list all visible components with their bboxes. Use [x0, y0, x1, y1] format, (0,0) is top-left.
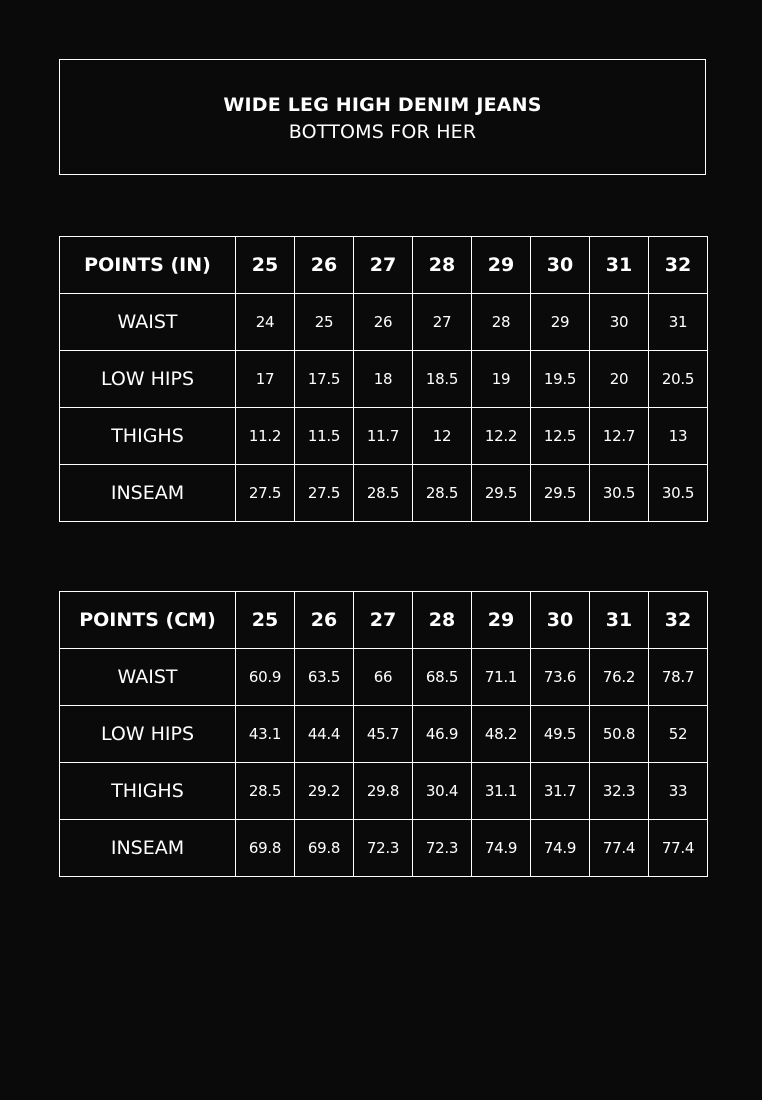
measurement-label-cell: INSEAM [60, 465, 236, 522]
table-row [60, 351, 708, 408]
table-row [60, 649, 708, 706]
measurement-value-cell: 17 [236, 351, 295, 408]
measurement-value-cell: 30.5 [649, 465, 708, 522]
table-header-row [60, 237, 708, 294]
measurement-value-cell: 71.1 [472, 649, 531, 706]
table-row [60, 763, 708, 820]
measurement-value-cell: 19.5 [531, 351, 590, 408]
measurement-value-cell: 25 [295, 294, 354, 351]
measurement-value-cell: 66 [354, 649, 413, 706]
title-box [59, 59, 706, 175]
measurement-value-cell: 69.8 [236, 820, 295, 877]
product-category: BOTTOMS FOR HER [288, 121, 477, 143]
measurement-value-cell: 30 [590, 294, 649, 351]
measurement-value-cell: 19 [472, 351, 531, 408]
measurement-value-cell: 26 [354, 294, 413, 351]
measurement-value-cell: 77.4 [649, 820, 708, 877]
measurement-value-cell: 78.7 [649, 649, 708, 706]
measurement-value-cell: 77.4 [590, 820, 649, 877]
measurement-value-cell: 44.4 [295, 706, 354, 763]
measurement-value-cell: 29.8 [354, 763, 413, 820]
measurement-value-cell: 72.3 [354, 820, 413, 877]
measurement-value-cell: 11.7 [354, 408, 413, 465]
measurement-value-cell: 45.7 [354, 706, 413, 763]
measurement-label-cell: INSEAM [60, 820, 236, 877]
size-header-cell: 31 [590, 237, 649, 294]
measurement-value-cell: 18 [354, 351, 413, 408]
size-header-cell: 29 [472, 592, 531, 649]
measurement-value-cell: 73.6 [531, 649, 590, 706]
measurement-label-cell: LOW HIPS [60, 351, 236, 408]
measurement-value-cell: 28 [472, 294, 531, 351]
size-header-cell: 25 [236, 592, 295, 649]
table-body [60, 649, 708, 877]
size-header-cell: 31 [590, 592, 649, 649]
measurement-value-cell: 11.2 [236, 408, 295, 465]
size-header-cell: 32 [649, 592, 708, 649]
measurement-value-cell: 49.5 [531, 706, 590, 763]
measurement-value-cell: 29.2 [295, 763, 354, 820]
measurement-label-cell: WAIST [60, 294, 236, 351]
measurement-value-cell: 46.9 [413, 706, 472, 763]
size-table-inches [59, 236, 708, 522]
size-header-cell: 28 [413, 237, 472, 294]
measurement-value-cell: 32.3 [590, 763, 649, 820]
measurement-value-cell: 52 [649, 706, 708, 763]
measurement-value-cell: 20.5 [649, 351, 708, 408]
header-label-cell: POINTS (IN) [60, 237, 236, 294]
measurement-value-cell: 18.5 [413, 351, 472, 408]
size-header-cell: 26 [295, 592, 354, 649]
measurement-value-cell: 76.2 [590, 649, 649, 706]
size-header-cell: 32 [649, 237, 708, 294]
measurement-value-cell: 74.9 [472, 820, 531, 877]
product-title: WIDE LEG HIGH DENIM JEANS [223, 94, 542, 116]
measurement-value-cell: 48.2 [472, 706, 531, 763]
table-row [60, 465, 708, 522]
measurement-value-cell: 12.5 [531, 408, 590, 465]
measurement-value-cell: 60.9 [236, 649, 295, 706]
measurement-value-cell: 29.5 [531, 465, 590, 522]
measurement-label-cell: LOW HIPS [60, 706, 236, 763]
size-header-cell: 27 [354, 237, 413, 294]
table-row [60, 820, 708, 877]
measurement-value-cell: 68.5 [413, 649, 472, 706]
measurement-value-cell: 28.5 [236, 763, 295, 820]
size-header-cell: 30 [531, 592, 590, 649]
measurement-value-cell: 30.4 [413, 763, 472, 820]
measurement-value-cell: 27 [413, 294, 472, 351]
measurement-value-cell: 72.3 [413, 820, 472, 877]
measurement-value-cell: 12 [413, 408, 472, 465]
measurement-value-cell: 17.5 [295, 351, 354, 408]
measurement-value-cell: 12.2 [472, 408, 531, 465]
measurement-value-cell: 12.7 [590, 408, 649, 465]
measurement-value-cell: 31 [649, 294, 708, 351]
measurement-value-cell: 13 [649, 408, 708, 465]
size-header-cell: 26 [295, 237, 354, 294]
size-header-cell: 27 [354, 592, 413, 649]
measurement-label-cell: WAIST [60, 649, 236, 706]
measurement-value-cell: 27.5 [295, 465, 354, 522]
measurement-value-cell: 63.5 [295, 649, 354, 706]
measurement-value-cell: 29 [531, 294, 590, 351]
measurement-label-cell: THIGHS [60, 408, 236, 465]
measurement-value-cell: 11.5 [295, 408, 354, 465]
size-table-centimeters [59, 591, 708, 877]
measurement-label-cell: THIGHS [60, 763, 236, 820]
table-body [60, 294, 708, 522]
measurement-value-cell: 69.8 [295, 820, 354, 877]
measurement-value-cell: 24 [236, 294, 295, 351]
table-row [60, 294, 708, 351]
size-header-cell: 28 [413, 592, 472, 649]
size-header-cell: 29 [472, 237, 531, 294]
measurement-value-cell: 33 [649, 763, 708, 820]
measurement-value-cell: 31.7 [531, 763, 590, 820]
measurement-value-cell: 29.5 [472, 465, 531, 522]
measurement-value-cell: 28.5 [413, 465, 472, 522]
measurement-value-cell: 28.5 [354, 465, 413, 522]
measurement-value-cell: 43.1 [236, 706, 295, 763]
measurement-value-cell: 27.5 [236, 465, 295, 522]
measurement-value-cell: 20 [590, 351, 649, 408]
table-row [60, 408, 708, 465]
measurement-value-cell: 31.1 [472, 763, 531, 820]
measurement-value-cell: 30.5 [590, 465, 649, 522]
table-row [60, 706, 708, 763]
measurement-value-cell: 74.9 [531, 820, 590, 877]
table-header-row [60, 592, 708, 649]
size-header-cell: 25 [236, 237, 295, 294]
measurement-value-cell: 50.8 [590, 706, 649, 763]
size-header-cell: 30 [531, 237, 590, 294]
header-label-cell: POINTS (CM) [60, 592, 236, 649]
